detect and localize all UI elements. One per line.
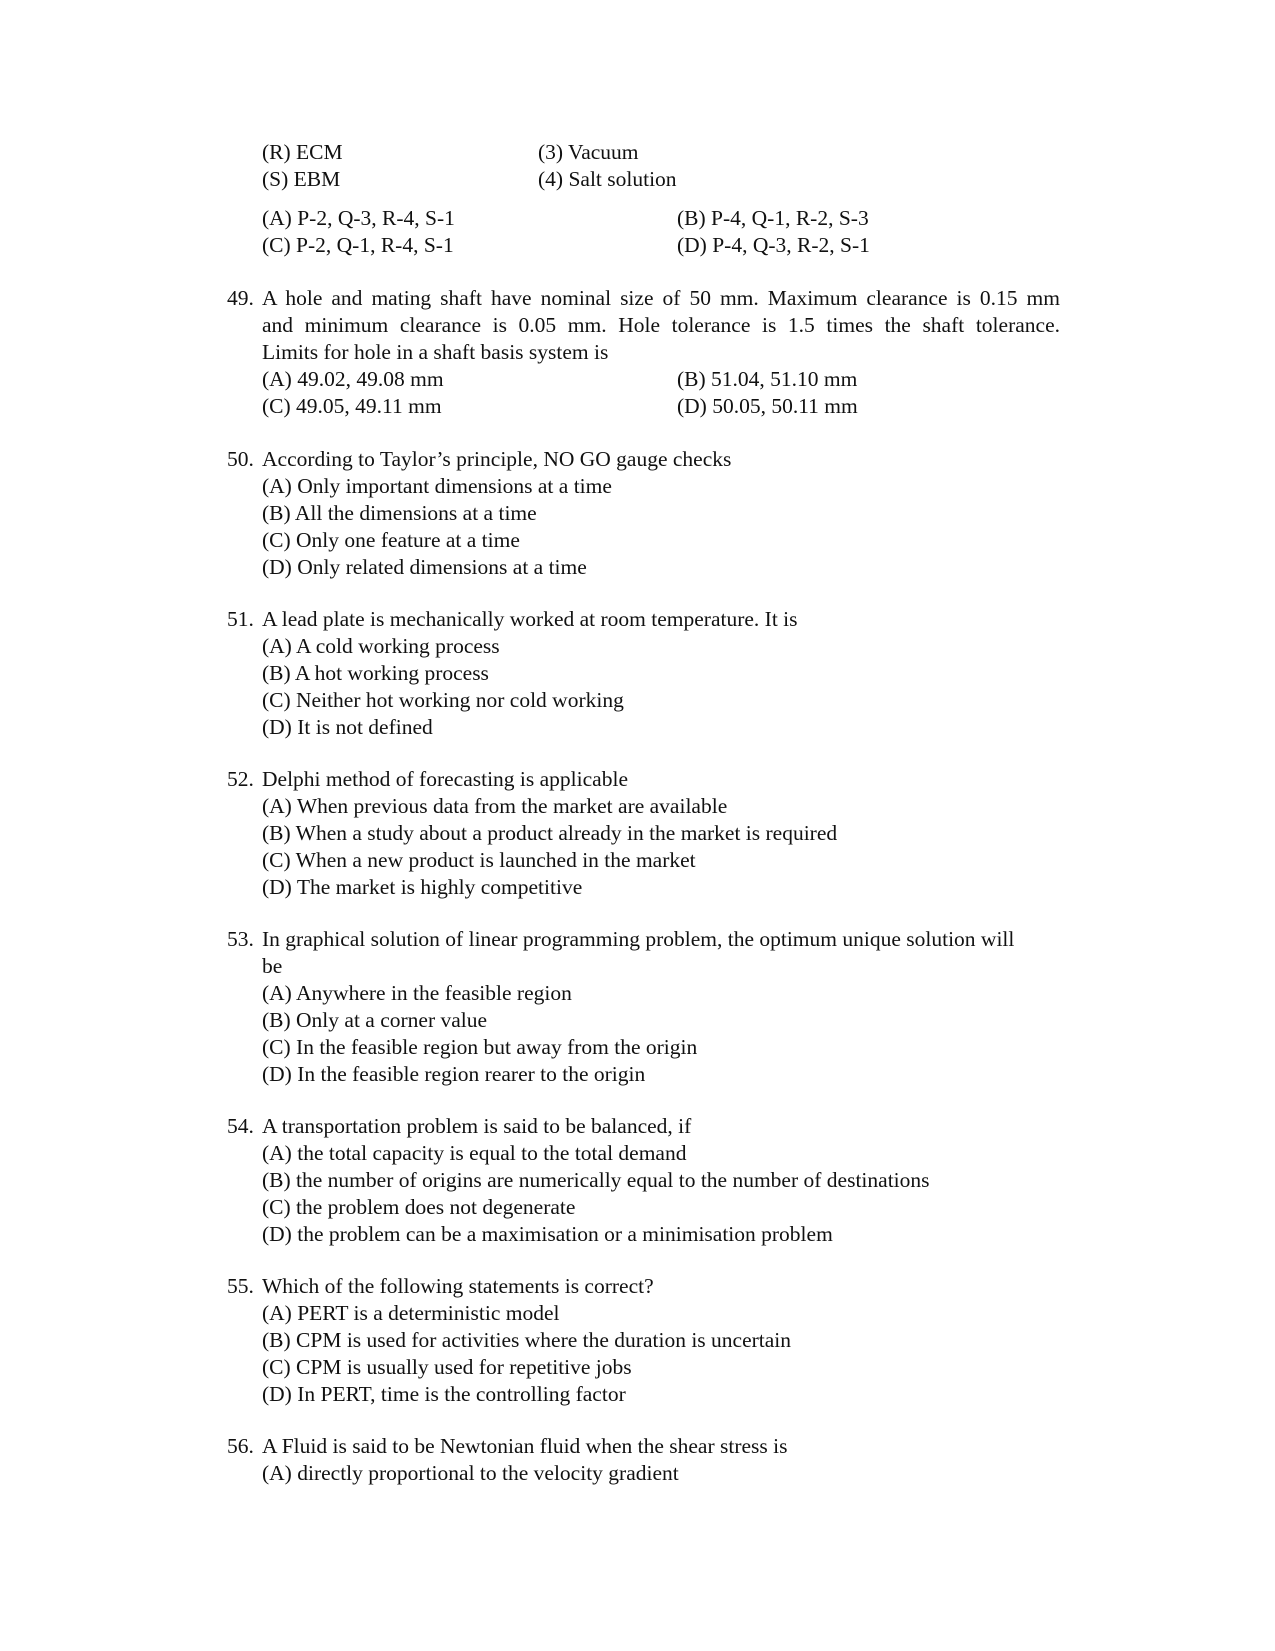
question-number: 50. xyxy=(227,447,254,471)
option-c: (C) CPM is usually used for repetitive jobs xyxy=(262,1355,632,1379)
question-number: 52. xyxy=(227,767,254,791)
question-number: 53. xyxy=(227,927,254,951)
question-stem-line: In graphical solution of linear programming problem, the optimum unique solution will xyxy=(262,927,1015,951)
option-a: (A) Only important dimensions at a time xyxy=(262,474,612,498)
question-number: 55. xyxy=(227,1274,254,1298)
option-c: (C) 49.05, 49.11 mm xyxy=(262,394,442,418)
option-a: (A) directly proportional to the velocity gradient xyxy=(262,1461,679,1485)
question-stem-line: Limits for hole in a shaft basis system is xyxy=(262,340,609,364)
option-c: (C) When a new product is launched in the market xyxy=(262,848,696,872)
match-option-a: (A) P-2, Q-3, R-4, S-1 xyxy=(262,206,455,230)
question-stem-line: and minimum clearance is 0.05 mm. Hole tolerance is 1.5 times the shaft tolerance. xyxy=(262,313,1060,337)
option-b: (B) When a study about a product already in the market is required xyxy=(262,821,838,845)
question-stem: A transportation problem is said to be balanced, if xyxy=(262,1114,692,1138)
question-stem: According to Taylor’s principle, NO GO gauge checks xyxy=(262,447,732,471)
question-number: 56. xyxy=(227,1434,254,1458)
option-b: (B) 51.04, 51.10 mm xyxy=(677,367,858,391)
option-c: (C) Neither hot working nor cold working xyxy=(262,688,624,712)
option-c: (C) In the feasible region but away from the origin xyxy=(262,1035,698,1059)
question-stem-line: be xyxy=(262,954,283,978)
option-c: (C) the problem does not degenerate xyxy=(262,1195,576,1219)
option-b: (B) All the dimensions at a time xyxy=(262,501,537,525)
option-a: (A) PERT is a deterministic model xyxy=(262,1301,560,1325)
option-d: (D) It is not defined xyxy=(262,715,433,739)
question-stem: Delphi method of forecasting is applicable xyxy=(262,767,628,791)
option-d: (D) In the feasible region rearer to the origin xyxy=(262,1062,646,1086)
option-a: (A) the total capacity is equal to the total demand xyxy=(262,1141,687,1165)
option-b: (B) A hot working process xyxy=(262,661,489,685)
option-a: (A) When previous data from the market are available xyxy=(262,794,728,818)
option-c: (C) Only one feature at a time xyxy=(262,528,520,552)
match-left-r: (R) ECM xyxy=(262,140,343,164)
option-a: (A) 49.02, 49.08 mm xyxy=(262,367,444,391)
match-option-d: (D) P-4, Q-3, R-2, S-1 xyxy=(677,233,870,257)
match-option-b: (B) P-4, Q-1, R-2, S-3 xyxy=(677,206,869,230)
match-option-c: (C) P-2, Q-1, R-4, S-1 xyxy=(262,233,454,257)
option-d: (D) the problem can be a maximisation or a minimisation problem xyxy=(262,1222,833,1246)
option-d: (D) Only related dimensions at a time xyxy=(262,555,587,579)
option-b: (B) Only at a corner value xyxy=(262,1008,488,1032)
option-b: (B) the number of origins are numerically equal to the number of destinations xyxy=(262,1168,930,1192)
option-d: (D) The market is highly competitive xyxy=(262,875,583,899)
option-a: (A) A cold working process xyxy=(262,634,500,658)
question-number: 54. xyxy=(227,1114,254,1138)
option-b: (B) CPM is used for activities where the duration is uncertain xyxy=(262,1328,792,1352)
option-d: (D) In PERT, time is the controlling factor xyxy=(262,1382,626,1406)
option-a: (A) Anywhere in the feasible region xyxy=(262,981,572,1005)
match-left-s: (S) EBM xyxy=(262,167,341,191)
question-number: 49. xyxy=(227,286,254,310)
match-right-4: (4) Salt solution xyxy=(538,167,677,191)
match-right-3: (3) Vacuum xyxy=(538,140,639,164)
question-stem: Which of the following statements is correct? xyxy=(262,1274,654,1298)
question-number: 51. xyxy=(227,607,254,631)
question-stem-line: A hole and mating shaft have nominal size of 50 mm. Maximum clearance is 0.15 mm xyxy=(262,286,1060,310)
question-stem: A Fluid is said to be Newtonian fluid when the shear stress is xyxy=(262,1434,788,1458)
question-stem: A lead plate is mechanically worked at room temperature. It is xyxy=(262,607,798,631)
option-d: (D) 50.05, 50.11 mm xyxy=(677,394,858,418)
